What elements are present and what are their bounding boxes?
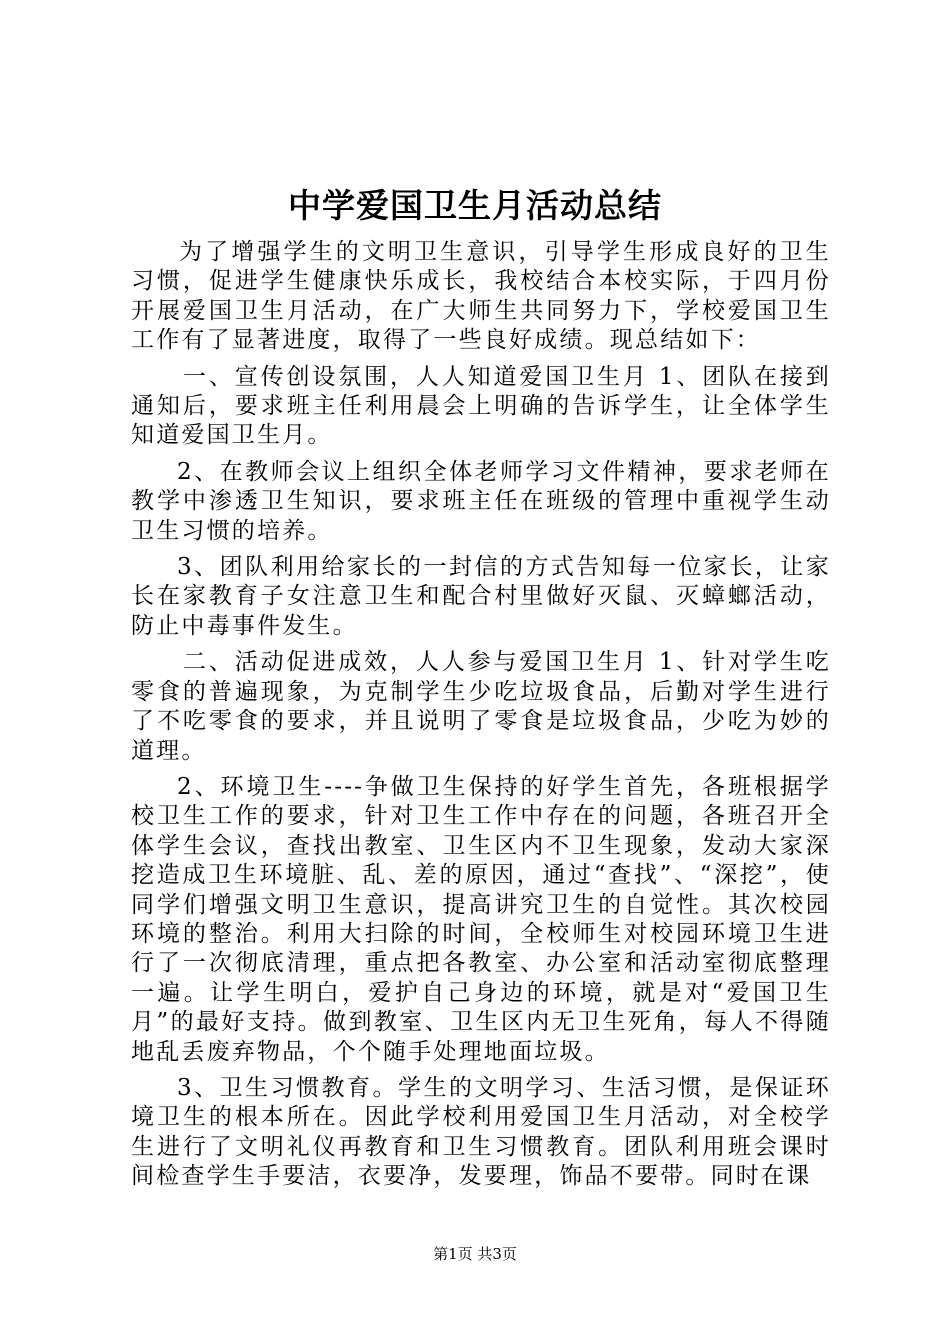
paragraph-section-two: 二、活动促进成效，人人参与爱国卫生月 1、针对学生吃零食的普遍现象，为克制学生少吃垃圾食品，后勤对学生进行了不吃零食的要求，并且说明了零食是垃圾食品，少吃为妙的道理。: [131, 649, 831, 764]
paragraph-section-one: 一、宣传创设氛围，人人知道爱国卫生月 1、团队在接到通知后，要求班主任利用晨会上明确的告诉学生，让全体学生知道爱国卫生月。: [131, 363, 831, 449]
document-body: [131, 238, 831, 1199]
paragraph-item-2: 2、在教师会议上组织全体老师学习文件精神，要求老师在教学中渗透卫生知识，要求班主任在班级的管理中重视学生动卫生习惯的培养。: [131, 458, 831, 544]
page-footer: 第1页 共3页: [433, 1245, 517, 1263]
document-title: 中学爱国卫生月活动总结: [288, 186, 662, 225]
paragraph-item-3: 3、团队利用给家长的一封信的方式告知每一位家长，让家长在家教育子女注意卫生和配合村里做好灭鼠、灭蟑螂活动，防止中毒事件发生。: [131, 554, 831, 639]
paragraph-environment: 2、环境卫生----争做卫生保持的好学生首先，各班根据学校卫生工作的要求，针对卫生工作中存在的问题，各班召开全体学生会议，查找出教室、卫生区内不卫生现象，发动大家深挖造成卫生环境脏、乱、差的原因，通过“查找”、“深挖”，使同学们增强文明卫生意识，提高讲究卫生的自觉性。其次校园环境的整治。利用大扫除的时间，全校师生对校园环境卫生进行了一次彻底清理，重点把各教室、办公室和活动室彻底整理一遍。让学生明白，爱护自己身边的环境，就是对“爱国卫生月”的最好支持。做到教室、卫生区内无卫生死角，每人不得随地乱丢废弃物品，个个随手处理地面垃圾。: [131, 773, 831, 1065]
paragraph-intro: 为了增强学生的文明卫生意识，引导学生形成良好的卫生习惯，促进学生健康快乐成长，我校结合本校实际，于四月份开展爱国卫生月活动，在广大师生共同努力下，学校爱国卫生工作有了显著进度，取得了一些良好成绩。现总结如下：: [131, 239, 831, 354]
paragraph-habits: 3、卫生习惯教育。学生的文明学习、生活习惯，是保证环境卫生的根本所在。因此学校利用爱国卫生月活动，对全校学生进行了文明礼仪再教育和卫生习惯教育。团队利用班会课时间检查学生手要洁，衣要净，发要理，饰品不要带。同时在课: [131, 1074, 831, 1190]
